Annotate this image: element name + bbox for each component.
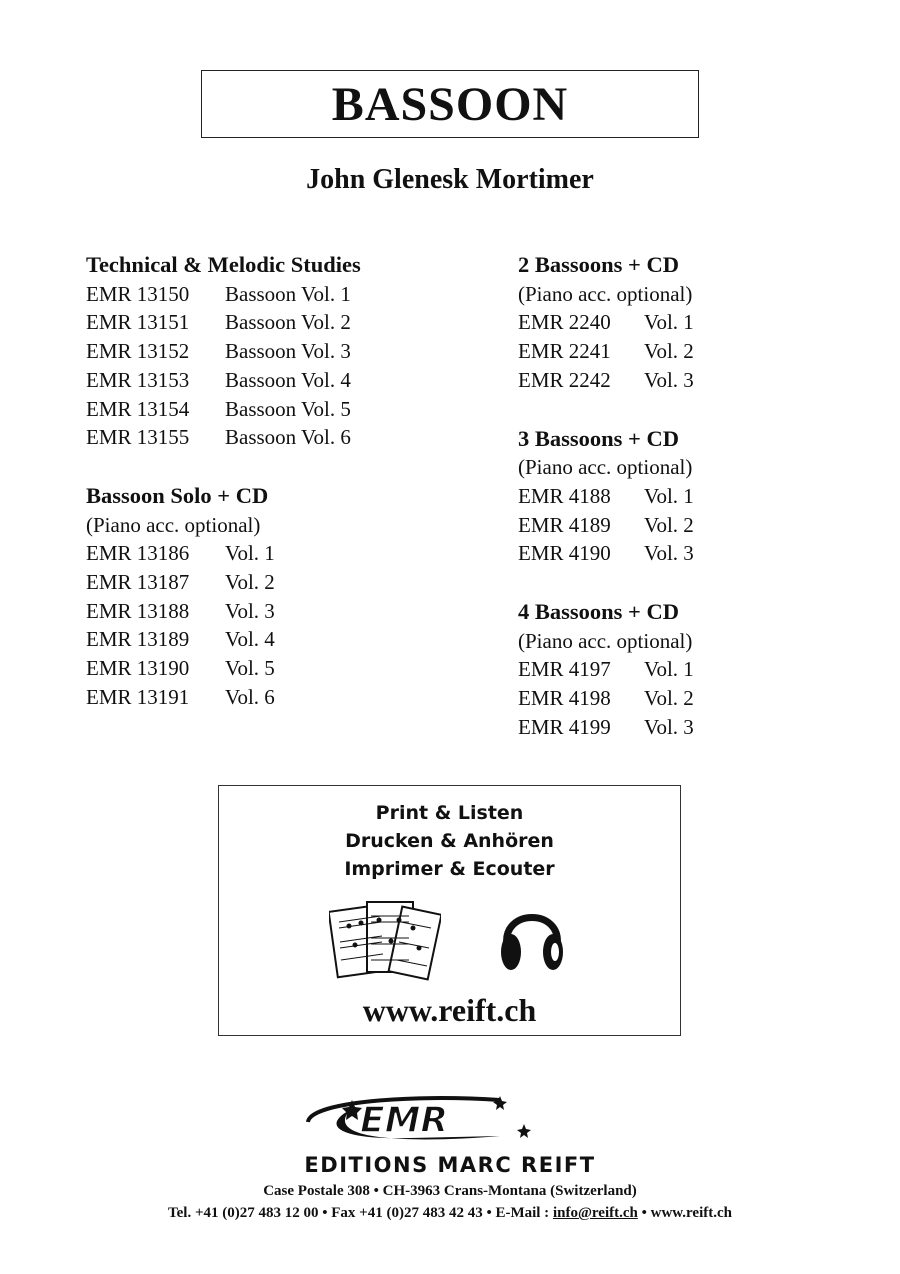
list-item (86, 423, 361, 452)
item-code: EMR 13155 (86, 425, 190, 450)
list-item (86, 539, 361, 568)
list-item (86, 395, 361, 424)
item-label: Bassoon Vol. 5 (225, 396, 351, 421)
item-code: EMR 13191 (86, 684, 190, 709)
promo-line-de: Drucken & Anhören (345, 830, 554, 852)
email-link[interactable]: info@reift.ch (552, 1205, 638, 1221)
publisher-name (0, 1152, 900, 1178)
list-item (86, 625, 361, 654)
item-label: Bassoon Vol. 4 (225, 367, 351, 392)
list-item (86, 654, 361, 683)
sheet-music-icon (329, 896, 441, 986)
list-item (518, 539, 694, 568)
item-code: EMR 2241 (518, 339, 611, 364)
item-code: EMR 4197 (518, 657, 611, 682)
publisher-contact (0, 1203, 900, 1223)
item-code: EMR 13190 (86, 656, 190, 681)
list-item (86, 337, 361, 366)
list-item (518, 337, 694, 366)
page-title: BASSOON (331, 77, 569, 131)
section-heading: 4 Bassoons + CD (518, 599, 679, 625)
list-item (518, 511, 694, 540)
left-column (86, 251, 361, 742)
section-2-bassoons (518, 251, 694, 395)
section-bassoon-solo (86, 482, 361, 712)
section-note: (Piano acc. optional) (518, 628, 693, 653)
item-code: EMR 4198 (518, 686, 611, 711)
emr-logo (300, 1092, 600, 1148)
item-label: Vol. 5 (225, 656, 275, 681)
title-box (201, 70, 699, 138)
promo-line-en: Print & Listen (375, 802, 524, 824)
item-code: EMR 2242 (518, 367, 611, 392)
item-code: EMR 4190 (518, 541, 611, 566)
item-label: Vol. 6 (225, 684, 275, 709)
contact-website: • www.reift.ch (637, 1205, 732, 1221)
item-label: Vol. 3 (644, 541, 694, 566)
section-note: (Piano acc. optional) (518, 281, 693, 306)
publisher-text: EDITIONS MARC REIFT (304, 1153, 596, 1177)
item-code: EMR 13151 (86, 310, 190, 335)
item-code: EMR 4199 (518, 714, 611, 739)
list-item (86, 366, 361, 395)
list-item (518, 713, 694, 742)
item-label: Bassoon Vol. 3 (225, 339, 351, 364)
list-item (86, 683, 361, 712)
list-item (518, 482, 694, 511)
item-code: EMR 4188 (518, 483, 611, 508)
item-code: EMR 13154 (86, 396, 190, 421)
item-label: Vol. 2 (644, 512, 694, 537)
list-item (86, 568, 361, 597)
item-code: EMR 2240 (518, 310, 611, 335)
item-label: Vol. 1 (644, 657, 694, 682)
item-code: EMR 13152 (86, 339, 190, 364)
item-label: Vol. 2 (225, 570, 275, 595)
right-column (518, 251, 694, 772)
item-code: EMR 13189 (86, 627, 190, 652)
section-4-bassoons (518, 598, 694, 742)
item-code: EMR 13187 (86, 570, 190, 595)
item-label: Vol. 1 (644, 310, 694, 335)
section-heading: Bassoon Solo + CD (86, 482, 269, 508)
list-item (86, 308, 361, 337)
item-label: Bassoon Vol. 2 (225, 310, 351, 335)
contact-phone-fax: Tel. +41 (0)27 483 12 00 • Fax +41 (0)27 483 42 43 • E-Mail : (168, 1205, 553, 1221)
section-heading: Technical & Melodic Studies (86, 252, 361, 277)
item-label: Vol. 4 (225, 627, 275, 652)
section-3-bassoons (518, 425, 694, 569)
section-technical-studies (86, 251, 361, 452)
section-note: (Piano acc. optional) (518, 455, 693, 480)
list-item (518, 655, 694, 684)
headphones-icon (497, 898, 567, 978)
item-label: Vol. 1 (644, 483, 694, 508)
item-label: Vol. 2 (644, 339, 694, 364)
item-label: Vol. 1 (225, 541, 275, 566)
item-label: Vol. 3 (225, 598, 275, 623)
promo-website[interactable]: www.reift.ch (362, 992, 537, 1028)
item-label: Bassoon Vol. 6 (225, 425, 351, 450)
logo-text: EMR (360, 1100, 449, 1141)
list-item (518, 366, 694, 395)
list-item (86, 280, 361, 309)
composer-name: John Glenesk Mortimer (306, 164, 594, 195)
item-code: EMR 13188 (86, 598, 190, 623)
item-label: Vol. 3 (644, 367, 694, 392)
section-note: (Piano acc. optional) (86, 512, 261, 537)
promo-line-fr: Imprimer & Ecouter (344, 858, 555, 880)
section-heading: 2 Bassoons + CD (518, 252, 679, 277)
section-heading: 3 Bassoons + CD (518, 425, 679, 451)
publisher-address: Case Postale 308 • CH-3963 Crans-Montana (Switzerland) (263, 1183, 637, 1199)
item-label: Vol. 2 (644, 686, 694, 711)
list-item (518, 684, 694, 713)
item-label: Vol. 3 (644, 714, 694, 739)
item-label: Bassoon Vol. 1 (225, 281, 351, 306)
list-item (518, 308, 694, 337)
item-code: EMR 4189 (518, 512, 611, 537)
item-code: EMR 13153 (86, 367, 190, 392)
item-code: EMR 13186 (86, 541, 190, 566)
list-item (86, 597, 361, 626)
print-listen-box (218, 785, 681, 1036)
item-code: EMR 13150 (86, 281, 190, 306)
